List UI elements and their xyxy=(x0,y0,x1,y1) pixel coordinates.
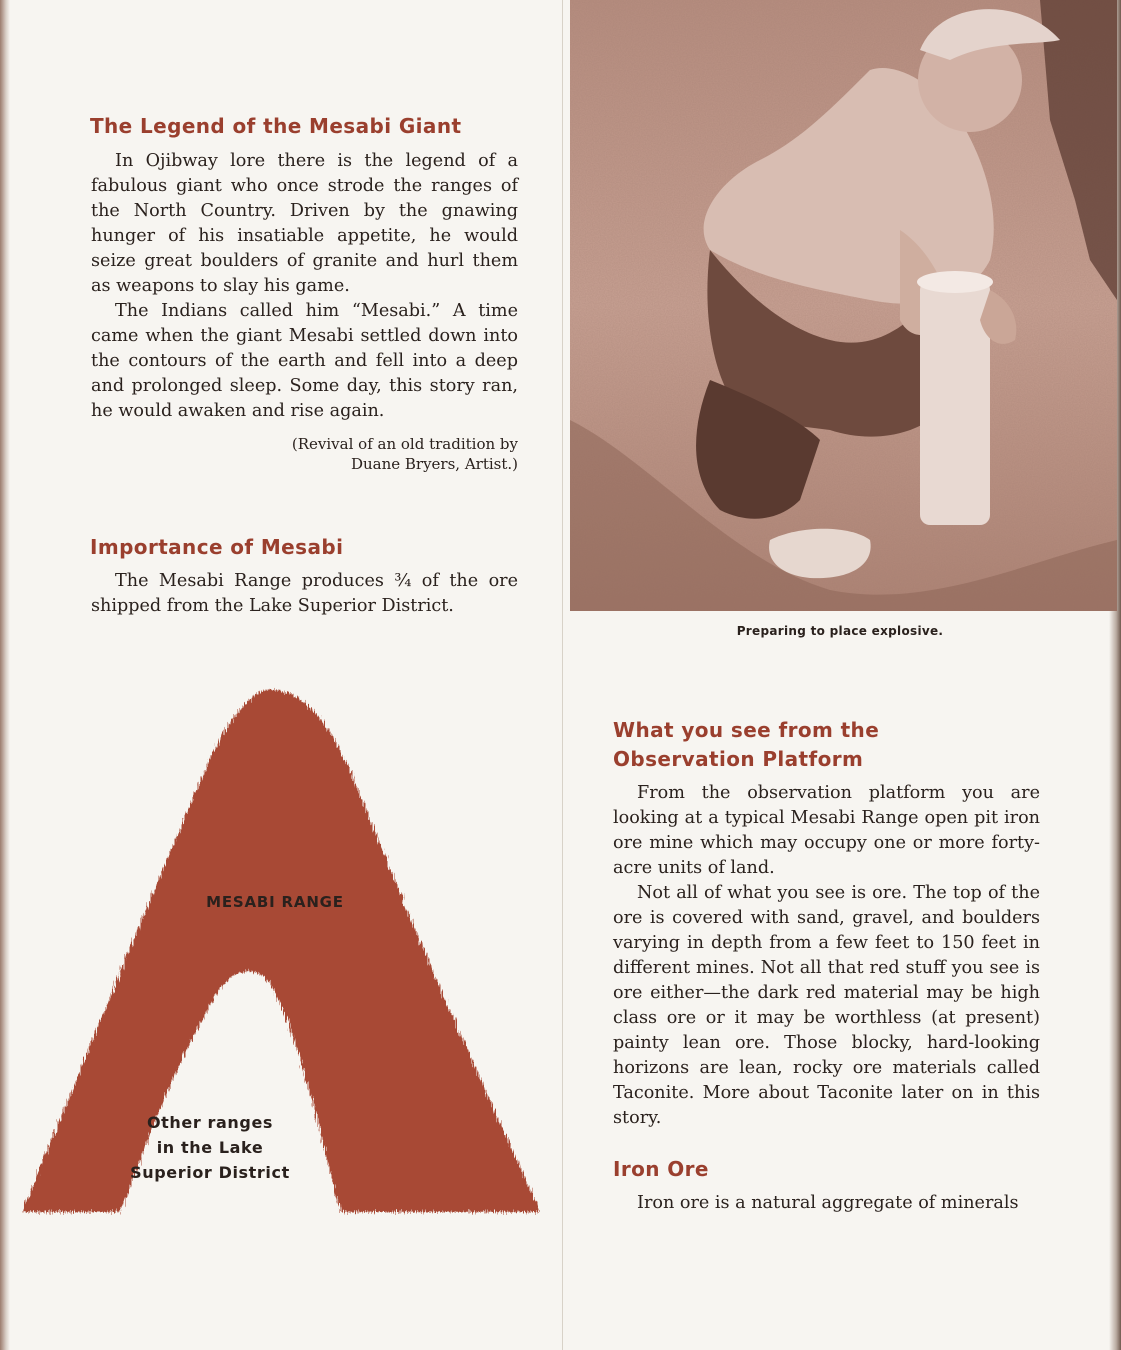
importance-paragraph: The Mesabi Range produces ¾ of the ore shipped from the Lake Superior District. xyxy=(91,571,518,616)
observation-heading-line-1: What you see from the xyxy=(613,718,880,742)
iron-ore-paragraph: Iron ore is a natural aggregate of minerals xyxy=(637,1193,1019,1213)
importance-heading: Importance of Mesabi xyxy=(90,535,344,559)
other-ranges-line-2: in the Lake xyxy=(156,1138,264,1157)
legend-heading: The Legend of the Mesabi Giant xyxy=(90,114,462,138)
miner-photo xyxy=(570,0,1117,611)
other-ranges-line-1: Other ranges xyxy=(146,1113,274,1132)
credit-line-2: Duane Bryers, Artist.) xyxy=(350,455,518,473)
observation-paragraph-2: Not all of what you see is ore. The top of the ore is covered with sand, gravel, and boulders varying in depth from a few feet to 150 feet in different mines. Not all that red stuff you see is ore either—the dark red material may be high class ore or it may be worthless (at present) painty lean ore. Those blocky, hard-looking horizons are lean, rocky ore materials called Taconite. More about Taconite later on in this story. xyxy=(613,883,1040,1128)
other-ranges-label xyxy=(110,1110,310,1185)
observation-heading xyxy=(613,716,879,774)
other-ranges-line-3: Superior District xyxy=(130,1163,290,1182)
observation-paragraph-1: From the observation platform you are looking at a typical Mesabi Range open pit iron ore mine which may occupy one or more forty-acre units of land. xyxy=(613,783,1040,878)
legend-paragraph-1: In Ojibway lore there is the legend of a fabulous giant who once strode the ranges of the North Country. Driven by the gnawing hunger of his insatiable appetite, he would seize great boulders of granite and hurl them as weapons to slay his game. xyxy=(91,151,518,296)
photo-caption: Preparing to place explosive. xyxy=(736,624,944,638)
photo-illustration xyxy=(570,0,1117,611)
mesabi-range-label: MESABI RANGE xyxy=(206,893,344,911)
legend-paragraph-2: The Indians called him “Mesabi.” A time came when the giant Mesabi settled down into the contours of the earth and fell into a deep and prolonged sleep. Some day, this story ran, he would awaken and rise again. xyxy=(91,301,518,421)
credit-line-1: (Revival of an old tradition by xyxy=(291,435,518,453)
iron-ore-heading: Iron Ore xyxy=(613,1157,709,1181)
observation-heading-line-2: Observation Platform xyxy=(613,747,864,771)
